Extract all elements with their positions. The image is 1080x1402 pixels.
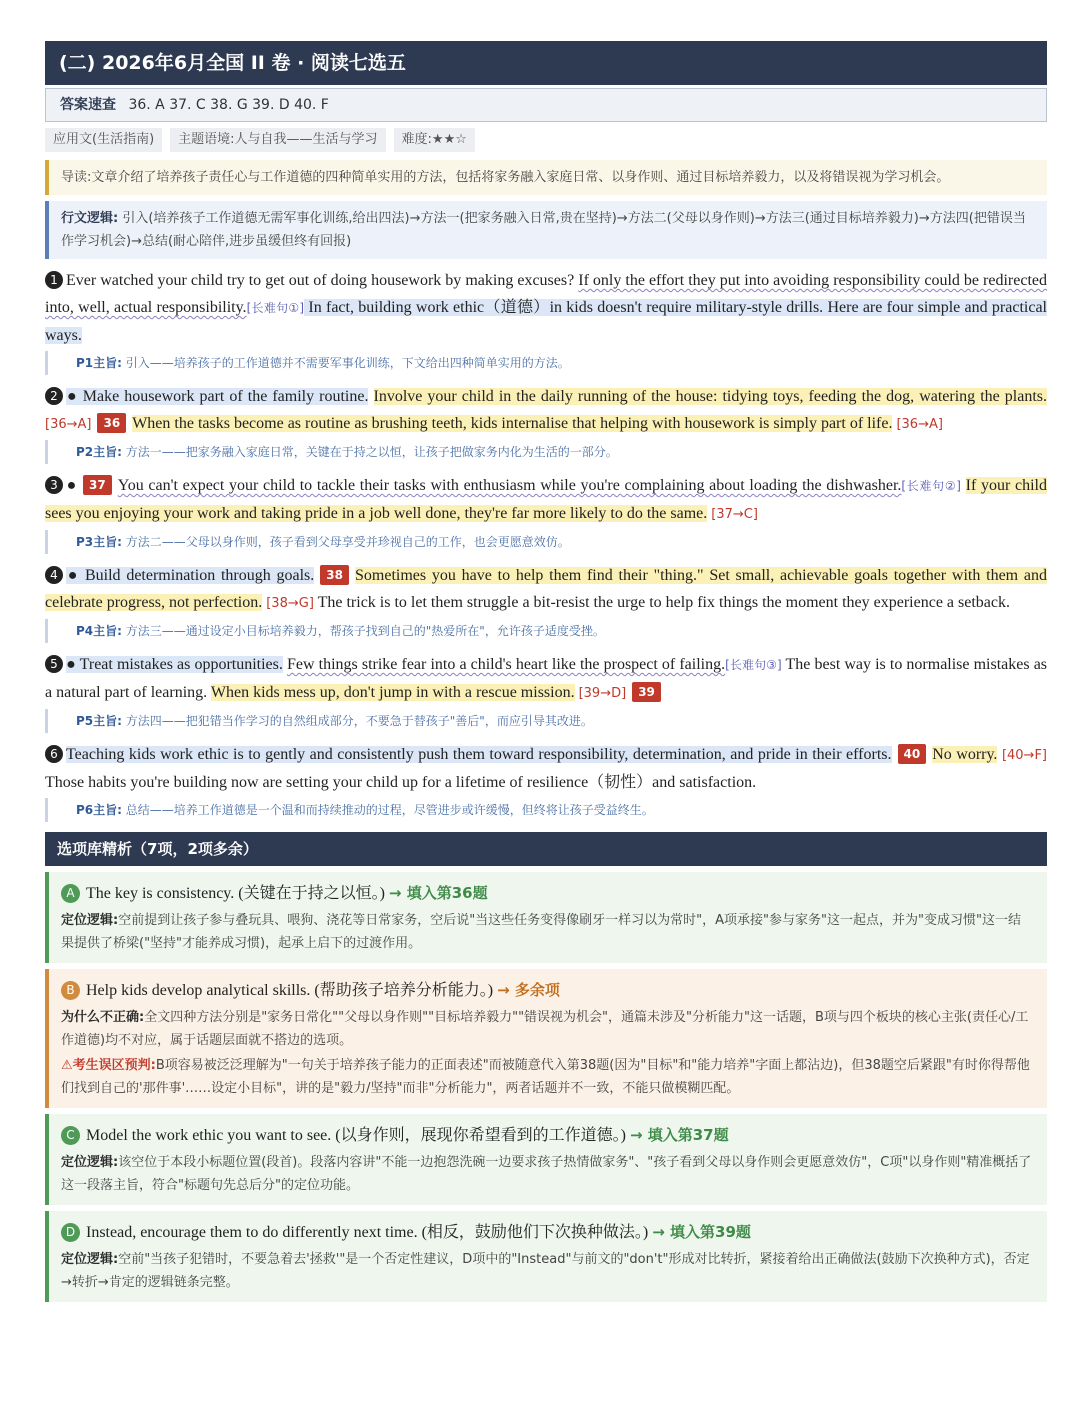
tag-genre: 应用文(生活指南) — [45, 128, 162, 152]
options-section-header: 选项库精析（7项，2项多余） — [45, 832, 1047, 866]
paragraph-2 — [45, 383, 1047, 438]
option-b-card — [45, 969, 1047, 1108]
analysis-label: 定位逻辑: — [61, 1155, 119, 1170]
blank-37: 37 — [83, 475, 112, 495]
clue-sentence: Sometimes you have to help them find their "thing." Set small, achievable goals together with them and celebrate progress, not perfection. — [45, 567, 1047, 611]
option-b-warning — [61, 1054, 1033, 1100]
page-title: (二) 2026年6月全国 II 卷 · 阅读七选五 — [45, 41, 1047, 85]
subheading-sentence: ● Make housework part of the family routine. — [66, 388, 369, 405]
option-a-analysis — [61, 909, 1033, 955]
answer-marker: [40→F] — [1001, 748, 1047, 763]
main-idea-text: 引入——培养孩子的工作道德并不需要军事化训练，下文给出四种简单实用的方法。 — [125, 356, 570, 370]
warning-text: B项容易被泛泛理解为"一句关于培养孩子能力的正面表述"而被随意代入第38题(因为"目标"和"能力培养"字面上都沾边)，但38题空后紧跟"有时你得帮他们找到自己的'那件事'……设定小目标"，讲的是"毅力/坚持"而非"分析能力"，两者话题并不一致，不能只做模糊匹配。 — [61, 1058, 1030, 1096]
logic-label: 行文逻辑: — [61, 211, 119, 226]
paragraph-6-main-idea — [45, 798, 1047, 822]
sentence: Those habits you're building now are setting your child up for a lifetime of resilience（韧性）and satisfaction. — [45, 774, 757, 791]
answer-marker: [39→D] — [578, 686, 627, 701]
difficulty-marker: [长难句②] — [901, 479, 961, 493]
subheading-sentence: ● Build determination through goals. — [66, 567, 315, 584]
option-letter-badge: A — [61, 884, 80, 903]
tag-row — [45, 128, 1047, 154]
paragraph-number: 5 — [45, 655, 63, 673]
option-text: Instead, encourage them to do differently next time. (相反，鼓励他们下次换种做法。) — [86, 1224, 649, 1241]
topic-sentence: In fact, building work ethic（道德）in kids doesn't require military-style drills. Here are four simple and practical ways. — [45, 299, 1047, 344]
analysis-text: 空前提到让孩子参与叠玩具、喂狗、浇花等日常家务，空后说"当这些任务变得像刷牙一样习以为常时"，A项承接"参与家务"这一起点，并为"变成习惯"这一结果提供了桥梁("坚持"才能养成习惯)，起承上启下的过渡作用。 — [61, 913, 1021, 951]
option-b-analysis — [61, 1006, 1033, 1052]
difficulty-marker: [长难句③] — [725, 658, 782, 672]
paragraph-5 — [45, 651, 1047, 707]
paragraph-number: 1 — [45, 271, 63, 289]
option-d-header — [61, 1219, 1033, 1246]
paragraph-3-main-idea — [45, 530, 1047, 554]
answer-marker: [38→G] — [266, 596, 314, 611]
clue-sentence: When kids mess up, don't jump in with a rescue mission. — [210, 684, 575, 701]
tag-difficulty: 难度:★★☆ — [394, 128, 475, 152]
document — [45, 41, 1047, 1302]
main-idea-label: P2主旨: — [76, 445, 122, 459]
answer-key-value: 36. A 37. C 38. G 39. D 40. F — [128, 97, 329, 113]
option-result: → 多余项 — [497, 981, 560, 999]
logic-box — [45, 201, 1047, 259]
analysis-text: 全文四种方法分别是"家务日常化""父母以身作则""目标培养毅力""错误视为机会"，通篇未涉及"分析能力"这一话题，B项与四个板块的核心主张(责任心/工作道德)均不对应，属于话题层面就不搭边的选项。 — [61, 1010, 1029, 1048]
analysis-text: 空前"当孩子犯错时，不要急着去'拯救'"是一个否定性建议，D项中的"Instead"与前文的"don't"形成对比转折，紧接着给出正确做法(鼓励下次换种方式)，否定→转折→肯定的逻辑链条完整。 — [61, 1252, 1030, 1290]
option-d-card — [45, 1211, 1047, 1302]
answer-marker: [36→A] — [45, 417, 92, 432]
paragraph-number: 2 — [45, 387, 63, 405]
paragraph-1-main-idea — [45, 351, 1047, 375]
option-c-header — [61, 1122, 1033, 1149]
paragraph-1 — [45, 267, 1047, 349]
clue-sentence: Involve your child in the daily running of the house: tidying toys, feeding the dog, watering the plants. — [373, 388, 1048, 405]
option-result: → 填入第36题 — [388, 884, 488, 902]
analysis-label: 定位逻辑: — [61, 1252, 119, 1267]
option-letter-badge: D — [61, 1223, 80, 1242]
answer-marker: [37→C] — [711, 507, 758, 522]
clue-sentence: If your child sees you enjoying your work and taking pride in a job well done, they're far more likely to do the same. — [45, 477, 1048, 522]
topic-sentence: Teaching kids work ethic is to gently and consistently push them toward responsibility, determination, and pride in their efforts. — [66, 746, 892, 763]
paragraph-number: 4 — [45, 566, 63, 584]
blank-40: 40 — [898, 744, 927, 764]
subheading-sentence: ● Treat mistakes as opportunities. — [66, 656, 283, 673]
analysis-text: 该空位于本段小标题位置(段首)。段落内容讲"不能一边抱怨洗碗一边要求孩子热情做家务"、"孩子看到父母以身作则会更愿意效仿"，C项"以身作则"精准概括了这一段落主旨，符合"标题句先总后分"的定位功能。 — [61, 1155, 1032, 1193]
main-idea-text: 方法一——把家务融入家庭日常，关键在于持之以恒，让孩子把做家务内化为生活的一部分。 — [125, 445, 618, 459]
paragraph-5-main-idea — [45, 709, 1047, 733]
option-text: Help kids develop analytical skills. (帮助孩子培养分析能力。) — [86, 982, 494, 999]
option-letter-badge: C — [61, 1126, 80, 1145]
tag-theme: 主题语境:人与自我——生活与学习 — [170, 128, 385, 152]
option-d-analysis — [61, 1248, 1033, 1294]
long-sentence: Few things strike fear into a child's heart like the prospect of failing. — [287, 656, 726, 673]
paragraph-4 — [45, 562, 1047, 617]
main-idea-label: P3主旨: — [76, 535, 122, 549]
paragraph-3 — [45, 472, 1047, 528]
guide-box: 导读:文章介绍了培养孩子责任心与工作道德的四种简单实用的方法，包括将家务融入家庭日常、以身作则、通过目标培养毅力，以及将错误视为学习机会。 — [45, 160, 1047, 195]
main-idea-text: 方法三——通过设定小目标培养毅力，帮孩子找到自己的"热爱所在"，允许孩子适度受挫。 — [125, 624, 605, 638]
bullet: ● — [66, 477, 78, 494]
sentence: The best way is to normalise mistakes as a natural part of learning. — [45, 656, 1048, 701]
blank-38: 38 — [320, 565, 349, 585]
option-text: Model the work ethic you want to see. (以身作则，展现你希望看到的工作道德。) — [86, 1127, 626, 1144]
option-b-header — [61, 977, 1033, 1004]
paragraph-number: 3 — [45, 476, 63, 494]
main-idea-label: P6主旨: — [76, 803, 122, 817]
clue-sentence: No worry. — [932, 746, 998, 763]
option-result: → 填入第39题 — [652, 1223, 751, 1241]
main-idea-text: 方法二——父母以身作则，孩子看到父母享受并珍视自己的工作，也会更愿意效仿。 — [125, 535, 570, 549]
answer-key-box — [45, 88, 1047, 122]
long-sentence: If only the effort they put into avoiding responsibility could be redirected into, well, actual responsibility. — [45, 272, 1047, 316]
answer-marker: [36→A] — [896, 417, 943, 432]
main-idea-text: 总结——培养工作道德是一个温和而持续推动的过程，尽管进步或许缓慢，但终将让孩子受益终生。 — [125, 803, 654, 817]
paragraph-6 — [45, 741, 1047, 796]
blank-36: 36 — [97, 413, 126, 433]
paragraph-2-main-idea — [45, 440, 1047, 464]
sentence: The trick is to let them struggle a bit-resist the urge to help fix things the moment they experience a setback. — [313, 594, 1010, 611]
sentence: Ever watched your child try to get out of doing housework by making excuses? — [66, 272, 579, 289]
analysis-label: 定位逻辑: — [61, 913, 119, 928]
option-c-analysis — [61, 1151, 1033, 1197]
answer-key-label: 答案速查 — [60, 97, 116, 113]
blank-39: 39 — [632, 682, 661, 702]
logic-text: 引入(培养孩子工作道德无需军事化训练,给出四法)→方法一(把家务融入日常,贵在坚持)→方法二(父母以身作则)→方法三(通过目标培养毅力)→方法四(把错误当作学习机会)→总结(耐心陪伴,进步虽缓但终有回报) — [61, 211, 1026, 249]
analysis-label: 为什么不正确: — [61, 1010, 145, 1025]
paragraph-number: 6 — [45, 745, 63, 763]
option-letter-badge: B — [61, 981, 80, 1000]
main-idea-label: P4主旨: — [76, 624, 122, 638]
difficulty-marker: [长难句①] — [246, 301, 305, 315]
main-idea-text: 方法四——把犯错当作学习的自然组成部分，不要急于替孩子"善后"，而应引导其改进。 — [125, 714, 593, 728]
paragraph-4-main-idea — [45, 619, 1047, 643]
option-result: → 填入第37题 — [629, 1126, 729, 1144]
option-a-header — [61, 880, 1033, 907]
option-a-card — [45, 872, 1047, 963]
clue-sentence: When the tasks become as routine as brushing teeth, kids internalise that helping with housework is simply part of life. — [132, 415, 893, 432]
warning-label: ⚠考生误区预判: — [61, 1058, 156, 1073]
option-text: The key is consistency. (关键在于持之以恒。) — [86, 885, 385, 902]
option-c-card — [45, 1114, 1047, 1205]
main-idea-label: P5主旨: — [76, 714, 122, 728]
long-sentence: You can't expect your child to tackle their tasks with enthusiasm while you're complaining about loading the dishwasher. — [117, 477, 902, 494]
main-idea-label: P1主旨: — [76, 356, 122, 370]
